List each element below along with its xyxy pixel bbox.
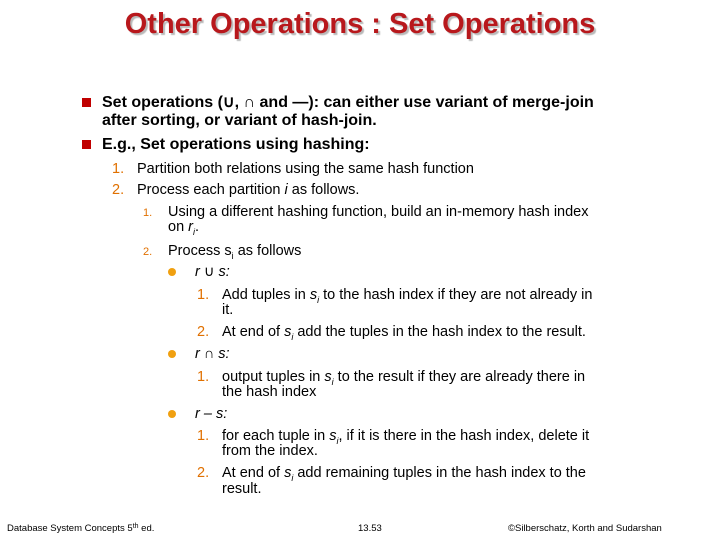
subscript-i: i [231,250,234,261]
sub-number: 1. [143,207,153,219]
var-r: r [195,264,204,280]
intersection-item-1-cont: the hash index [222,384,317,400]
text: , [234,94,244,111]
text: , if it is there in the hash index, delete it [338,428,590,444]
minus-symbol: — [292,94,309,111]
text: and [255,94,293,111]
intersection-symbol: ∩ [243,94,256,111]
step-process [137,182,359,198]
var-s: s: [214,264,230,280]
text: At end of [222,465,285,481]
item-number: 2. [197,465,210,481]
step-partition: Partition both relations using the same hash function [137,161,474,177]
item-number: 1. [197,369,210,385]
difference-item-2-cont: result. [222,481,262,497]
union-item-2 [222,324,586,345]
intersection-symbol: ∩ [203,346,215,362]
item-number: 2. [197,324,210,340]
item-number: 1. [197,428,210,444]
footer-copyright: ©Silberschatz, Korth and Sudarshan [508,523,662,534]
text: for each tuple in [222,428,330,444]
text: to the hash index if they are not already in [319,287,593,303]
var-s: s [324,369,332,385]
bullet-set-operations-cont: after sorting, or variant of hash-join. [102,112,377,129]
bullet-dot-icon [168,268,176,276]
bullet-square-icon [82,140,91,149]
bullet-eg: E.g., Set operations using hashing: [102,136,370,153]
text: Add tuples in [222,287,310,303]
sub-build-index-cont [168,219,199,240]
case-difference: r – s: [195,406,228,422]
sub-build-index: Using a different hashing function, build an in-memory hash index [168,204,589,220]
subscript-i: i [291,331,294,342]
text: add remaining tuples in the hash index to the [293,465,586,481]
text: on [168,219,189,235]
var-r: r [195,346,204,362]
var-s: s [284,465,292,481]
subscript-i: i [193,226,196,237]
footer-book-title [7,523,154,534]
text: as follows [233,243,302,259]
footer-slide-number: 13.53 [358,523,382,534]
text: At end of [222,324,285,340]
step-number: 2. [112,182,125,198]
text: Process each partition [137,182,285,198]
text: Database System Concepts 5 [7,523,133,534]
var-i: i [284,182,288,198]
superscript: th [132,523,139,530]
subscript-i: i [291,472,294,483]
union-item-1-cont: it. [222,302,234,318]
item-number: 1. [197,287,210,303]
var-s: s: [214,346,230,362]
text: output tuples in [222,369,325,385]
text: to the result if they are already there in [333,369,586,385]
bullet-dot-icon [168,350,176,358]
bullet-square-icon [82,98,91,107]
subscript-i: i [336,435,339,446]
text: . [195,219,200,235]
union-symbol: ∪ [203,264,215,280]
text: Process s [168,243,232,259]
step-number: 1. [112,161,125,177]
bullet-dot-icon [168,410,176,418]
difference-item-1-cont: from the index. [222,443,318,459]
subscript-i: i [331,376,334,387]
union-item-1 [222,287,592,308]
text: Set operations ( [102,94,223,111]
var-s: s [309,287,318,303]
bullet-set-operations [102,94,594,112]
sub-process-si [168,243,301,264]
text: as follows. [287,182,360,198]
case-intersection [195,346,230,362]
subscript-i: i [317,294,320,305]
var-s: s [284,324,292,340]
var-r: r [188,219,194,235]
difference-item-2 [222,465,586,486]
slide-title: Other Operations : Set Operations [124,8,596,40]
case-union [195,264,230,280]
text: add the tuples in the hash index to the result. [293,324,586,340]
text: ): can either use variant of merge-join [308,94,594,111]
text: ed. [138,523,155,534]
var-s: s [329,428,337,444]
sub-number: 2. [143,246,153,258]
union-symbol: ∪ [222,94,235,111]
